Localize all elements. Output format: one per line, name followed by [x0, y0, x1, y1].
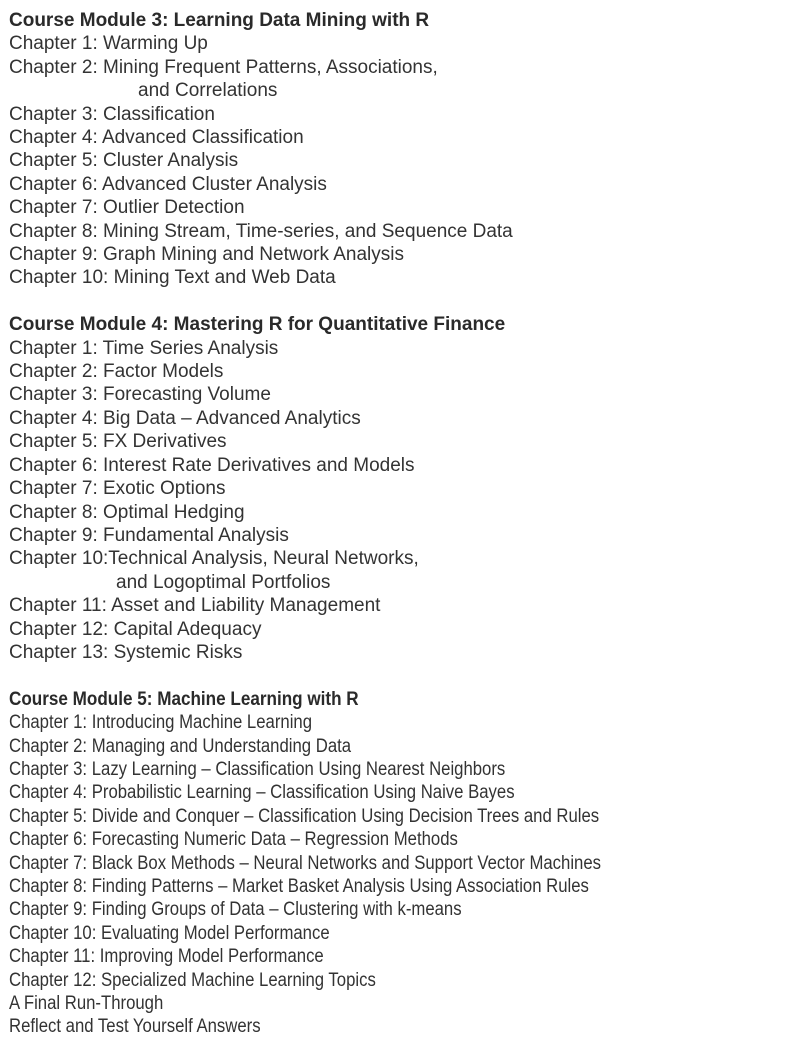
appendix-item: Reflect and Test Yourself Answers	[9, 1016, 261, 1038]
chapter-item: Chapter 7: Black Box Methods – Neural Networks and Support Vector Machines	[9, 852, 602, 874]
course-module-4	[9, 313, 799, 664]
chapter-item: Chapter 7: Outlier Detection	[9, 197, 245, 219]
chapter-item: Chapter 2: Managing and Understanding Data	[9, 735, 352, 757]
chapter-item: Chapter 10: Mining Text and Web Data	[9, 267, 336, 289]
module-title: Course Module 4: Mastering R for Quantitative Finance	[9, 314, 506, 336]
chapter-item: Chapter 4: Big Data – Advanced Analytics	[9, 407, 361, 429]
chapter-item-continuation: and Logoptimal Portfolios	[116, 571, 331, 593]
section-spacer	[9, 290, 799, 313]
chapter-item: Chapter 6: Interest Rate Derivatives and Models	[9, 454, 415, 476]
chapter-item: Chapter 8: Mining Stream, Time-series, and Sequence Data	[9, 220, 513, 242]
chapter-item: Chapter 2: Mining Frequent Patterns, Associations,	[9, 56, 438, 78]
chapter-item: Chapter 6: Forecasting Numeric Data – Regression Methods	[9, 829, 458, 851]
chapter-item: Chapter 4: Advanced Classification	[9, 127, 304, 149]
chapter-item: Chapter 10: Evaluating Model Performance	[9, 922, 330, 944]
chapter-item: Chapter 8: Optimal Hedging	[9, 501, 245, 523]
chapter-item: Chapter 8: Finding Patterns – Market Basket Analysis Using Association Rules	[9, 876, 589, 897]
chapter-item: Chapter 5: Cluster Analysis	[9, 150, 239, 172]
chapter-item: Chapter 1: Time Series Analysis	[9, 337, 279, 359]
chapter-item: Chapter 3: Forecasting Volume	[9, 384, 271, 406]
chapter-item: Chapter 5: Divide and Conquer – Classification Using Decision Trees and Rules	[9, 805, 600, 827]
chapter-item: Chapter 11: Asset and Liability Management	[9, 595, 381, 617]
chapter-item: Chapter 2: Factor Models	[9, 361, 224, 383]
chapter-item: Chapter 6: Advanced Cluster Analysis	[9, 173, 327, 195]
chapter-item: Chapter 3: Classification	[9, 103, 215, 125]
chapter-item: Chapter 12: Capital Adequacy	[9, 618, 262, 640]
chapter-item: Chapter 10:Technical Analysis, Neural Networks,	[9, 548, 419, 570]
chapter-item: Chapter 1: Warming Up	[9, 33, 208, 55]
course-module-3	[9, 9, 799, 290]
chapter-item: Chapter 9: Finding Groups of Data – Clustering with k-means	[9, 899, 462, 921]
table-of-contents	[9, 9, 799, 1039]
chapter-item: Chapter 11: Improving Model Performance	[9, 946, 324, 968]
chapter-item: Chapter 13: Systemic Risks	[9, 641, 243, 663]
chapter-item: Chapter 4: Probabilistic Learning – Classification Using Naive Bayes	[9, 782, 515, 804]
chapter-item: Chapter 9: Fundamental Analysis	[9, 524, 289, 546]
chapter-item: Chapter 7: Exotic Options	[9, 478, 226, 500]
chapter-item: Chapter 1: Introducing Machine Learning	[9, 712, 313, 734]
chapter-item: Chapter 3: Lazy Learning – Classification Using Nearest Neighbors	[9, 758, 506, 780]
course-module-5	[9, 688, 799, 1039]
appendix-item: A Final Run-Through	[9, 993, 164, 1015]
module-title: Course Module 5: Machine Learning with R	[9, 688, 359, 710]
module-title: Course Module 3: Learning Data Mining with R	[9, 10, 430, 31]
chapter-item: Chapter 9: Graph Mining and Network Analysis	[9, 244, 404, 266]
chapter-item-continuation: and Correlations	[138, 80, 278, 102]
chapter-item: Chapter 5: FX Derivatives	[9, 431, 227, 453]
section-spacer	[9, 664, 799, 687]
chapter-item: Chapter 12: Specialized Machine Learning Topics	[9, 969, 376, 991]
